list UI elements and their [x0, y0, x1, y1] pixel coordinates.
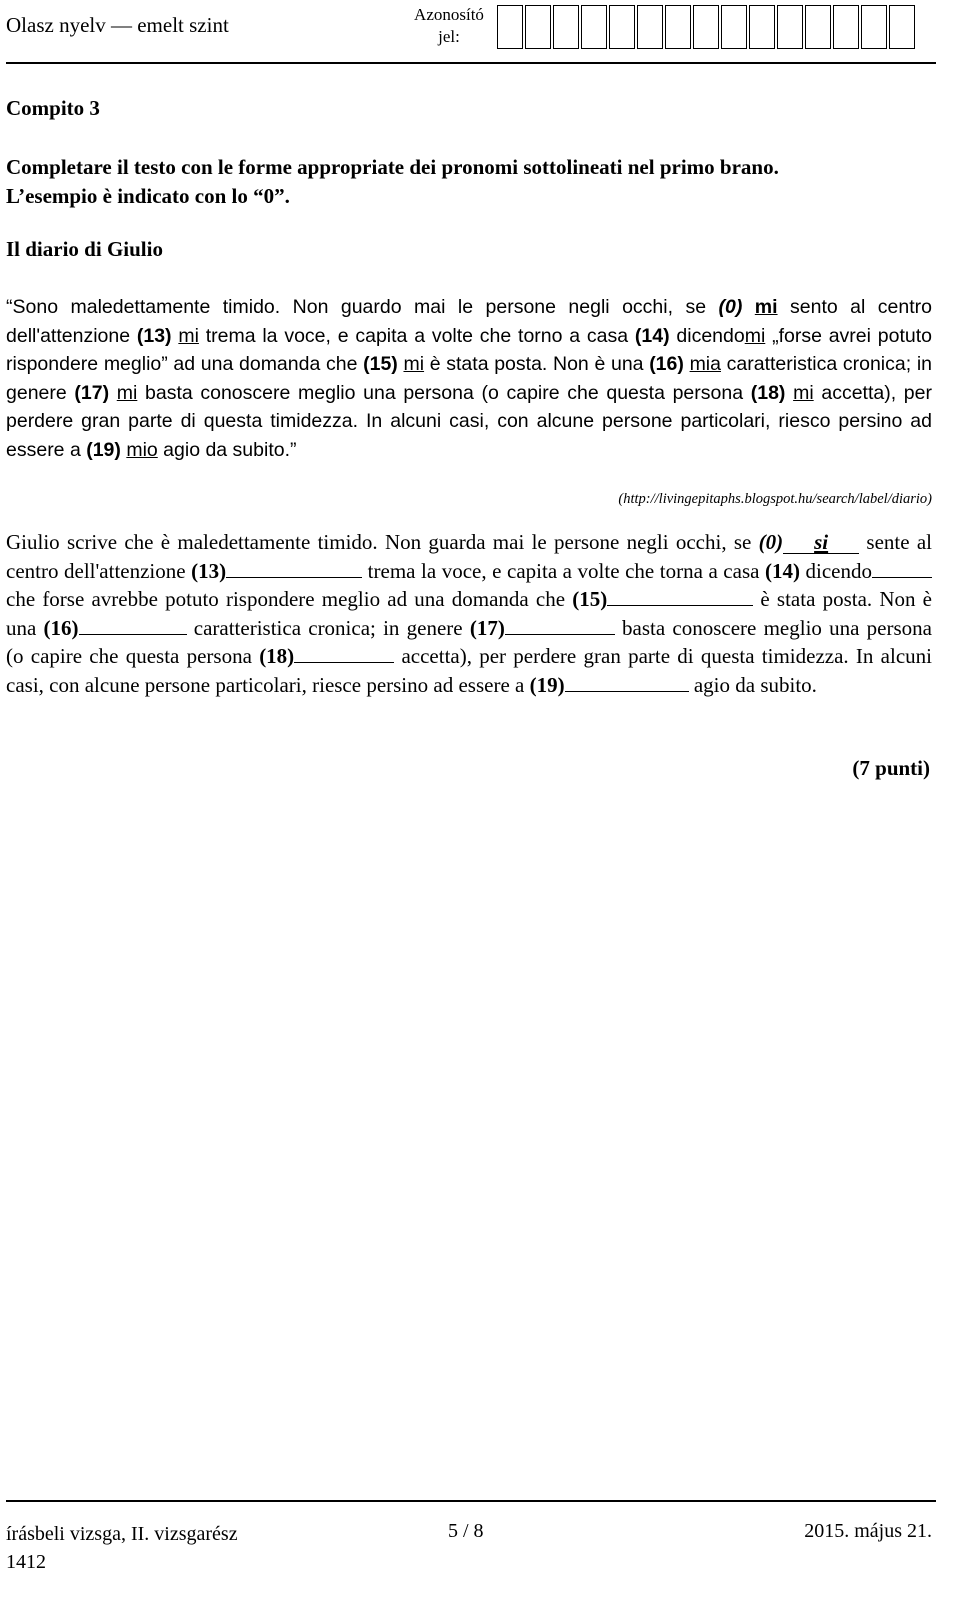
- underlined-pronoun: mi: [403, 353, 425, 375]
- id-box: [721, 5, 747, 49]
- exercise-text: Giulio scrive che è maledettamente timido. Non guarda mai le persone negli occhi, se: [6, 530, 759, 554]
- passage-text: è stata posta. Non è una: [424, 353, 650, 375]
- item-number: (0): [758, 530, 784, 554]
- underlined-pronoun: mi: [793, 381, 814, 404]
- item-number: (0): [718, 296, 743, 318]
- item-number: (19): [529, 672, 565, 697]
- exercise-text: che forse avrebbe potuto rispondere meglio ad una domanda che: [6, 587, 573, 611]
- exercise-text: trema la voce, e capita a volte che torna a casa: [362, 558, 765, 583]
- answer-blank-16[interactable]: [79, 615, 187, 635]
- exam-part-label: írásbeli vizsga, II. vizsgarész: [6, 1523, 238, 1545]
- answer-blank-14[interactable]: [872, 558, 932, 578]
- footer-left: [6, 1520, 238, 1576]
- id-box: [553, 5, 579, 49]
- passage-text: trema la voce, e capita a volte che torno a casa: [198, 324, 635, 347]
- item-number: (13): [191, 558, 227, 583]
- item-number: (17): [469, 615, 505, 640]
- item-number: (16): [43, 615, 79, 640]
- passage-text: agio da subito.”: [157, 438, 297, 461]
- exercise-text: accetta), per perdere gran parte di questa timidezza. In alcuni casi, con alcune persone particolari, riesce persino ad essere a: [6, 644, 932, 697]
- page-number: 5 / 8: [448, 1520, 484, 1542]
- exam-code: 1412: [6, 1551, 46, 1573]
- exercise-text: caratteristica cronica; in genere: [186, 615, 470, 640]
- item-number: (18): [259, 644, 295, 668]
- answer-blank-18[interactable]: [294, 643, 394, 663]
- text-title: Il diario di Giulio: [6, 237, 163, 261]
- underlined-pronoun: mi: [116, 381, 138, 404]
- underlined-pronoun: mi: [754, 296, 778, 318]
- instruction-line-1: Completare il testo con le forme appropriate dei pronomi sottolineati nel primo brano.: [6, 155, 779, 179]
- item-number: (14): [634, 324, 670, 347]
- answer-blank-19[interactable]: [565, 672, 689, 692]
- exercise-text: sente al centro dell'attenzione: [6, 530, 932, 583]
- item-number: (16): [649, 353, 684, 375]
- exercise-text: dicendo: [799, 558, 873, 583]
- id-box: [525, 5, 551, 49]
- underlined-pronoun: mi: [178, 324, 199, 347]
- item-number: (17): [74, 381, 110, 404]
- id-box: [749, 5, 775, 49]
- id-label: Azonosító jel:: [414, 5, 484, 46]
- id-box: [693, 5, 719, 49]
- exam-date: 2015. május 21.: [804, 1520, 932, 1542]
- exercise-text: basta conoscere meglio una persona (o capire che questa persona: [6, 615, 932, 668]
- footer-divider: [6, 1500, 936, 1502]
- exercise-text: agio da subito.: [688, 672, 817, 697]
- underlined-pronoun: mia: [689, 353, 721, 375]
- item-number: (13): [136, 324, 172, 347]
- id-box: [833, 5, 859, 49]
- answer-blank-13[interactable]: [226, 558, 362, 578]
- item-number: (18): [750, 381, 786, 404]
- id-box: [861, 5, 887, 49]
- id-box: [889, 5, 915, 49]
- example-answer: si: [783, 531, 859, 554]
- exercise-passage: [6, 528, 932, 699]
- id-box: [637, 5, 663, 49]
- source-citation: (http://livingepitaphs.blogspot.hu/search/label/diario): [618, 491, 932, 507]
- id-box: [497, 5, 523, 49]
- passage-text: “Sono maledettamente timido. Non guardo mai le persone negli occhi, se: [6, 296, 719, 318]
- passage-text: accetta), per perdere gran parte di questa timidezza. In alcuni casi, con alcune persone particolari, riesco persino ad essere a: [6, 381, 932, 461]
- instruction-line-2: L’esempio è indicato con lo “0”.: [6, 184, 290, 208]
- task-instructions: [6, 153, 931, 211]
- id-box: [777, 5, 803, 49]
- id-box: [609, 5, 635, 49]
- passage-text: dicendo: [669, 324, 745, 347]
- item-number: (15): [572, 587, 608, 611]
- passage-text: caratteristica cronica; in genere: [6, 353, 933, 404]
- answer-blank-15[interactable]: [607, 586, 753, 606]
- underlined-pronoun: mi: [744, 324, 766, 347]
- passage-text: „forse avrei potuto rispondere meglio” ad una domanda che: [6, 324, 932, 375]
- page-header: [0, 0, 960, 64]
- passage-text: sento al centro dell'attenzione: [6, 296, 932, 347]
- header-title: Olasz nyelv — emelt szint: [6, 13, 229, 37]
- id-boxes: [497, 5, 917, 49]
- answer-blank-17[interactable]: [505, 615, 615, 635]
- item-number: (14): [764, 558, 800, 583]
- exercise-text: è stata posta. Non è una: [6, 587, 933, 640]
- id-box: [805, 5, 831, 49]
- underlined-pronoun: mio: [126, 438, 158, 461]
- source-passage: [6, 293, 932, 464]
- item-number: (15): [363, 353, 398, 375]
- item-number: (19): [86, 438, 121, 461]
- id-box: [581, 5, 607, 49]
- passage-text: basta conoscere meglio una persona (o capire che questa persona: [137, 381, 751, 404]
- task-title: Compito 3: [6, 96, 100, 120]
- id-box: [665, 5, 691, 49]
- header-divider: [6, 62, 936, 64]
- points-label: (7 punti): [852, 756, 930, 780]
